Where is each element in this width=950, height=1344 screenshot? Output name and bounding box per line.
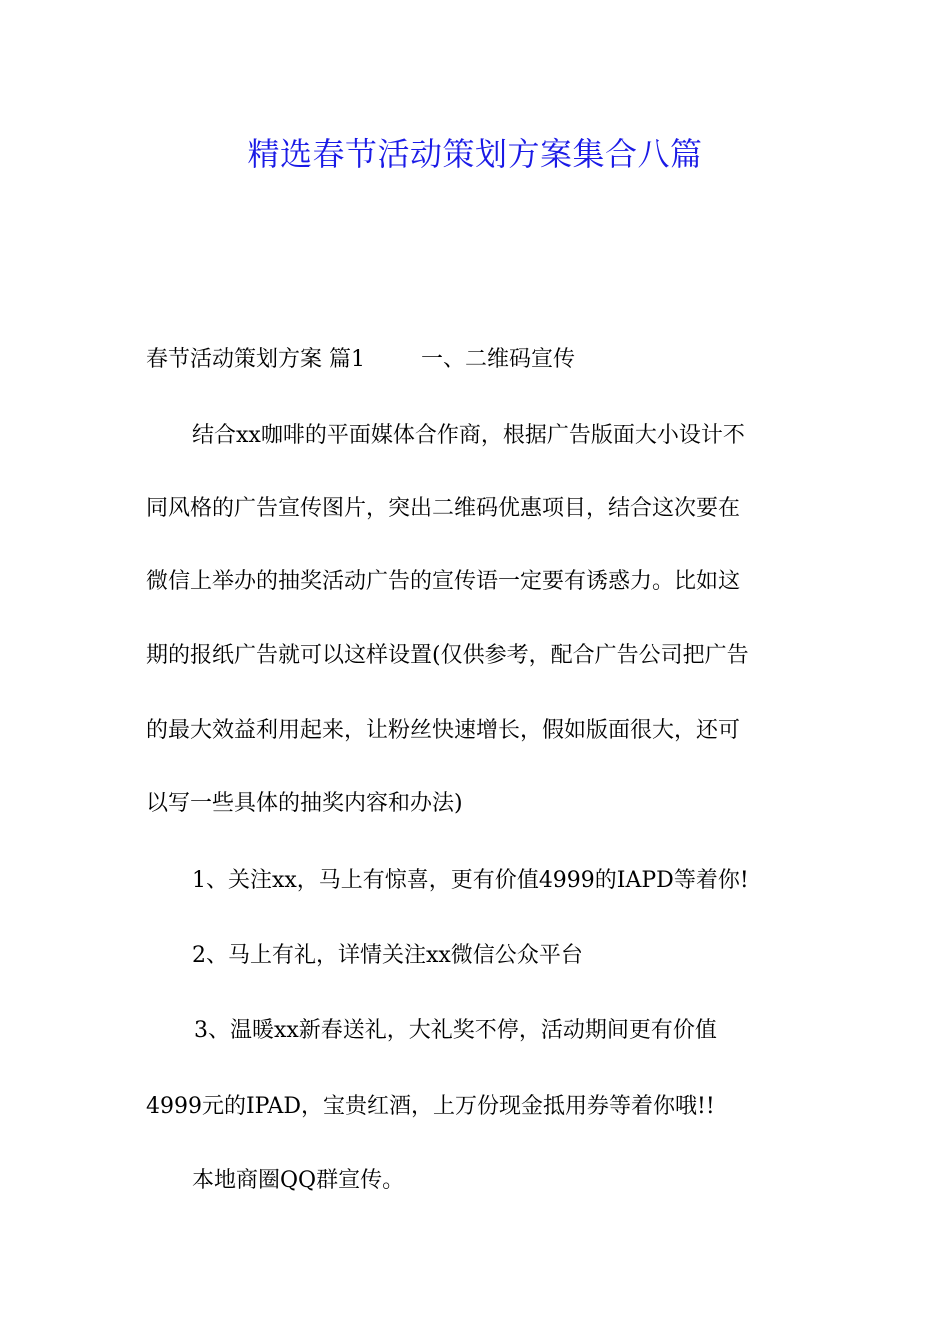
section-heading: 春节活动策划方案 篇1 [146, 347, 365, 372]
list-item: 2、马上有礼，详情关注xx微信公众平台 [192, 943, 583, 968]
paragraph-line: 的最大效益利用起来，让粉丝快速增长，假如版面很大，还可 [146, 718, 741, 743]
paragraph-line: 期的报纸广告就可以这样设置(仅供参考，配合广告公司把广告 [146, 643, 749, 668]
list-item: 1、关注xx，马上有惊喜，更有价值4999的IAPD等着你! [192, 868, 749, 893]
list-item: 3、温暖xx新春送礼，大礼奖不停，活动期间更有价值 [194, 1018, 717, 1043]
list-item-continuation: 4999元的IPAD，宝贵红酒，上万份现金抵用券等着你哦!! [146, 1094, 715, 1119]
document-title: 精选春节活动策划方案集合八篇 [247, 135, 703, 173]
paragraph-line: 微信上举办的抽奖活动广告的宣传语一定要有诱惑力。比如这 [146, 569, 741, 594]
paragraph-line: 结合xx咖啡的平面媒体合作商，根据广告版面大小设计不 [192, 423, 745, 448]
paragraph-line: 以写一些具体的抽奖内容和办法) [146, 791, 463, 816]
section-heading-line [146, 345, 812, 375]
subsection-heading: 一、二维码宣传 [421, 347, 576, 372]
paragraph-line: 同风格的广告宣传图片，突出二维码优惠项目，结合这次要在 [146, 496, 741, 521]
closing-line: 本地商圈QQ群宣传。 [192, 1168, 405, 1193]
